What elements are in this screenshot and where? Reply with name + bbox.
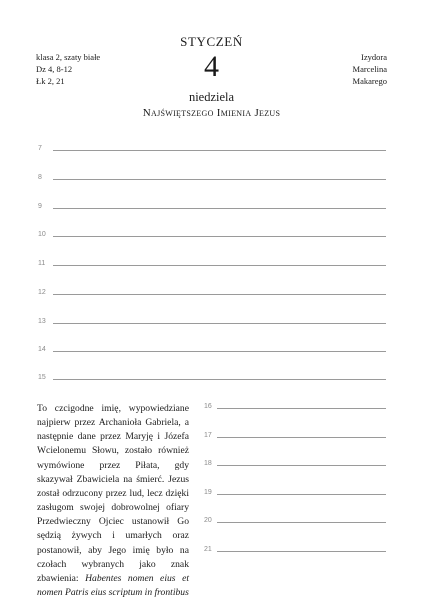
hour-row[interactable] bbox=[204, 489, 386, 503]
day-number: 4 bbox=[204, 50, 219, 83]
hour-row[interactable] bbox=[204, 460, 386, 474]
hour-row[interactable] bbox=[38, 231, 386, 245]
hour-number: 19 bbox=[204, 489, 212, 496]
reflection-body: To czcigodne imię, wypowiedziane najpierw przez Archanioła Gabriela, a następnie dane przez Maryję i Józefa Wcielonemu Słowu, zostało również wymówione przez Piłata, gdy skazywał Zbawiciela na śmierć. Jezus został odrzucony przez lud, lecz dzięki zasługom swojej dobrowolnej ofiary Przedwieczny Ojciec ustanowił Go sędzią żywych i umarłych oraz postanowił, aby Jego imię było na czołach wybranych jako znak zbawienia: bbox=[37, 403, 189, 584]
hour-row[interactable] bbox=[38, 260, 386, 274]
hour-number: 16 bbox=[204, 403, 212, 410]
hour-number: 13 bbox=[38, 318, 46, 325]
first-reading: Dz 4, 8-12 bbox=[36, 64, 73, 74]
hour-number: 15 bbox=[38, 374, 46, 381]
hour-number: 10 bbox=[38, 231, 46, 238]
writing-line bbox=[217, 551, 386, 552]
hour-row[interactable] bbox=[38, 145, 386, 159]
latin-quote: Habentes nomen eius et nomen Patris eius scriptum in frontibus bbox=[37, 572, 190, 599]
hour-number: 9 bbox=[38, 203, 42, 210]
hour-row[interactable] bbox=[204, 432, 386, 446]
writing-line bbox=[53, 323, 386, 324]
saint-name: Makarego bbox=[352, 76, 387, 86]
writing-line bbox=[217, 522, 386, 523]
hour-row[interactable] bbox=[204, 403, 386, 417]
saint-name: Izydora bbox=[361, 52, 387, 62]
hour-number: 7 bbox=[38, 145, 42, 152]
month-title: STYCZEŃ bbox=[180, 34, 243, 49]
hour-row[interactable] bbox=[38, 289, 386, 303]
writing-line bbox=[53, 294, 386, 295]
writing-line bbox=[217, 494, 386, 495]
hour-number: 8 bbox=[38, 174, 42, 181]
writing-line bbox=[217, 408, 386, 409]
writing-line bbox=[53, 179, 386, 180]
hour-number: 20 bbox=[204, 517, 212, 524]
hour-number: 21 bbox=[204, 546, 212, 553]
hour-number: 12 bbox=[38, 289, 46, 296]
hour-number: 14 bbox=[38, 346, 46, 353]
writing-line bbox=[217, 465, 386, 466]
writing-line bbox=[53, 265, 386, 266]
hour-row[interactable] bbox=[38, 346, 386, 360]
hour-row[interactable] bbox=[38, 174, 386, 188]
liturgy-class: klasa 2, szaty białe bbox=[36, 52, 101, 62]
hour-row[interactable] bbox=[38, 318, 386, 332]
hour-number: 11 bbox=[38, 260, 46, 267]
writing-line bbox=[53, 379, 386, 380]
feast-title: Najświętszego Imienia Jezus bbox=[142, 107, 281, 119]
hour-row[interactable] bbox=[204, 517, 386, 531]
saints-info bbox=[353, 51, 387, 87]
hour-number: 17 bbox=[204, 432, 212, 439]
saint-name: Marcelina bbox=[352, 64, 387, 74]
writing-line bbox=[53, 208, 386, 209]
hour-row[interactable] bbox=[204, 546, 386, 560]
gospel-reading: Łk 2, 21 bbox=[36, 76, 65, 86]
hour-number: 18 bbox=[204, 460, 212, 467]
hour-row[interactable] bbox=[38, 203, 386, 217]
writing-line bbox=[217, 437, 386, 438]
hour-row[interactable] bbox=[38, 374, 386, 388]
reflection-text bbox=[37, 402, 189, 600]
writing-line bbox=[53, 150, 386, 151]
writing-line bbox=[53, 236, 386, 237]
writing-line bbox=[53, 351, 386, 352]
weekday-label: niedziela bbox=[188, 90, 235, 104]
